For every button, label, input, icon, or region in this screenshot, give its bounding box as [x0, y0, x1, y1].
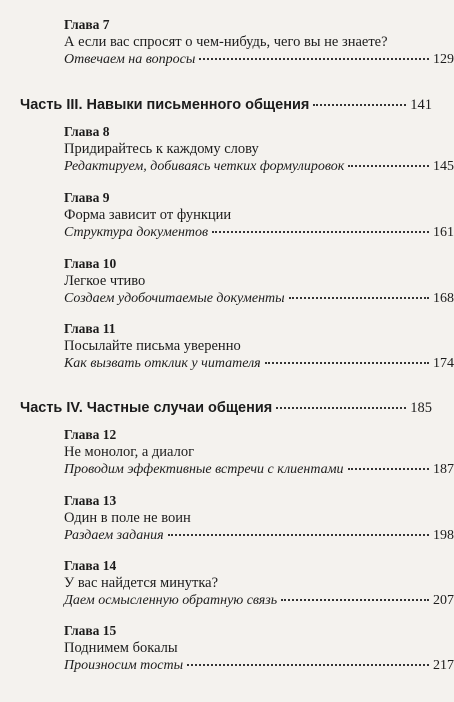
chapter-label: Глава 8	[64, 124, 110, 139]
toc-row[interactable]	[64, 527, 454, 545]
chapter-title: А если вас спросят о чем-нибудь, чего вы не знаете?	[64, 34, 388, 50]
chapter-subtitle: Создаем удобочитаемые документы	[64, 291, 285, 306]
chapter-title: Придирайтесь к каждому слову	[64, 141, 259, 157]
chapter-label: Глава 13	[64, 493, 117, 508]
part-title: Часть III. Навыки письменного общения	[20, 97, 310, 113]
page-number: 129	[433, 52, 454, 67]
dot-leader	[168, 534, 429, 536]
toc-row[interactable]	[64, 592, 454, 610]
chapter-subtitle: Отвечаем на вопросы	[64, 52, 196, 67]
chapter-title: Легкое чтиво	[64, 273, 146, 289]
toc-chapter-11	[64, 321, 454, 373]
page-number: 207	[433, 593, 454, 608]
toc-chapter-13	[64, 493, 454, 545]
toc-chapter-15	[64, 623, 454, 675]
dot-leader	[187, 664, 429, 666]
chapter-subtitle: Раздаем задания	[64, 528, 164, 543]
dot-leader	[313, 104, 406, 106]
page-number: 145	[433, 159, 454, 174]
chapter-label: Глава 9	[64, 190, 110, 205]
chapter-title: Один в поле не воин	[64, 510, 191, 526]
toc-chapter-14	[64, 558, 454, 610]
dot-leader	[281, 599, 429, 601]
chapter-title: Форма зависит от функции	[64, 207, 232, 223]
toc-part-3[interactable]	[20, 97, 432, 114]
chapter-subtitle: Даем осмысленную обратную связь	[64, 593, 278, 608]
toc-chapter-10	[64, 256, 454, 308]
chapter-subtitle: Произносим тосты	[64, 658, 184, 673]
toc-row[interactable]	[64, 158, 454, 176]
chapter-subtitle: Как вызвать отклик у читателя	[64, 356, 261, 371]
chapter-label: Глава 12	[64, 427, 117, 442]
dot-leader	[265, 362, 429, 364]
toc-row[interactable]	[64, 224, 454, 242]
chapter-title: Посылайте письма уверенно	[64, 338, 241, 354]
toc-chapter-9	[64, 190, 454, 242]
dot-leader	[348, 165, 429, 167]
chapter-label: Глава 10	[64, 256, 117, 271]
part-title: Часть IV. Частные случаи общения	[20, 400, 273, 416]
chapter-subtitle: Проводим эффективные встречи с клиентами	[64, 462, 344, 477]
toc-chapter-12	[64, 427, 454, 479]
toc-row[interactable]	[64, 290, 454, 308]
dot-leader	[212, 231, 429, 233]
dot-leader	[289, 297, 429, 299]
chapter-title: Поднимем бокалы	[64, 640, 178, 656]
page-number: 198	[433, 528, 454, 543]
page-number: 187	[433, 462, 454, 477]
page-number: 168	[433, 291, 454, 306]
toc-row[interactable]	[64, 657, 454, 675]
chapter-label: Глава 7	[64, 17, 110, 32]
chapter-title: У вас найдется минутка?	[64, 575, 219, 591]
dot-leader	[348, 468, 429, 470]
toc-part-4[interactable]	[20, 400, 432, 417]
chapter-subtitle: Редактируем, добиваясь четких формулировок	[64, 159, 345, 174]
dot-leader	[199, 58, 429, 60]
page-number: 185	[410, 400, 432, 416]
chapter-subtitle: Структура документов	[64, 225, 209, 240]
dot-leader	[276, 407, 406, 409]
page-number: 217	[433, 658, 454, 673]
chapter-label: Глава 14	[64, 558, 117, 573]
chapter-label: Глава 15	[64, 623, 117, 638]
chapter-title: Не монолог, а диалог	[64, 444, 195, 460]
page-number: 161	[433, 225, 454, 240]
toc-chapter-7	[64, 17, 454, 69]
toc-row[interactable]	[64, 51, 454, 69]
page-number: 141	[410, 97, 432, 113]
toc-chapter-8	[64, 124, 454, 176]
page-number: 174	[433, 356, 454, 371]
chapter-label: Глава 11	[64, 321, 116, 336]
toc-row[interactable]	[64, 461, 454, 479]
toc-row[interactable]	[64, 355, 454, 373]
